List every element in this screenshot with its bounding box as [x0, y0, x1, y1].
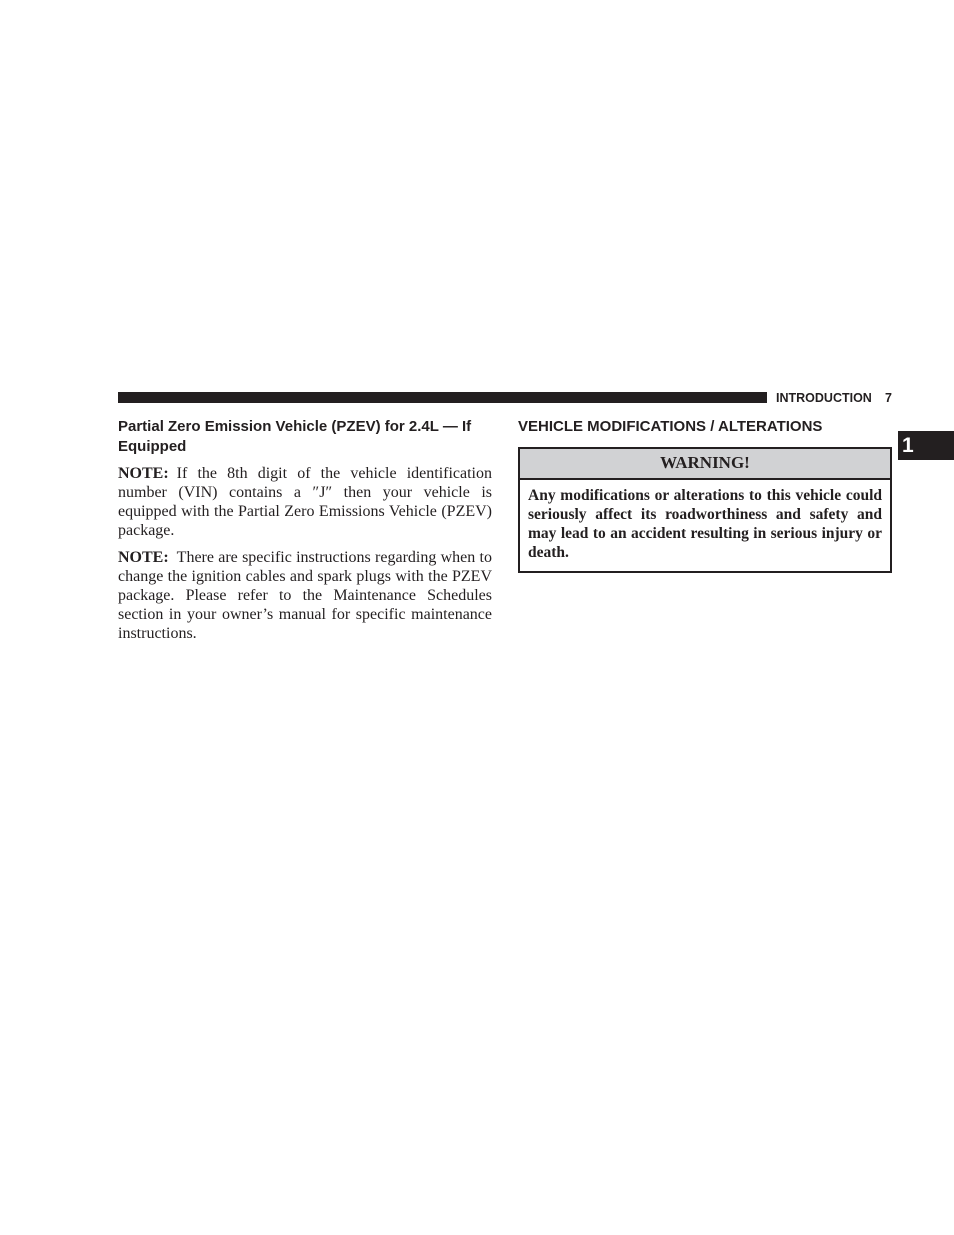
- note-label: NOTE:: [118, 549, 169, 566]
- header-section-title: INTRODUCTION: [776, 391, 872, 405]
- page-number: 7: [885, 391, 892, 405]
- pzev-heading: Partial Zero Emission Vehicle (PZEV) for 2.4L — If Equipped: [118, 418, 472, 455]
- header-rule: [118, 392, 767, 403]
- note-paragraph-vin: [118, 464, 492, 540]
- left-column: [118, 417, 492, 643]
- warning-title: WARNING!: [520, 449, 890, 480]
- note-text: There are specific instructions regarding when to change the ignition cables and spark plugs with the PZEV package. Please refer to the Maintenance Schedules section in your owner’s manual for specific maintenance instructions.: [118, 549, 492, 642]
- note-text: If the 8th digit of the vehicle identification number (VIN) contains a ″J″ then your vehicle is equipped with the Partial Zero Emissions Vehicle (PZEV) package.: [118, 465, 492, 539]
- note-paragraph-maintenance: [118, 548, 492, 643]
- chapter-tab: 1: [898, 431, 954, 460]
- modifications-heading: VEHICLE MODIFICATIONS / ALTERATIONS: [518, 418, 823, 435]
- note-label: NOTE:: [118, 465, 169, 482]
- right-column: [518, 417, 892, 573]
- warning-text: Any modifications or alterations to this vehicle could seriously affect its roadworthiness and safety and may lead to an accident resulting in serious injury or death.: [528, 486, 882, 561]
- running-header: [776, 390, 892, 406]
- warning-box: [518, 447, 892, 573]
